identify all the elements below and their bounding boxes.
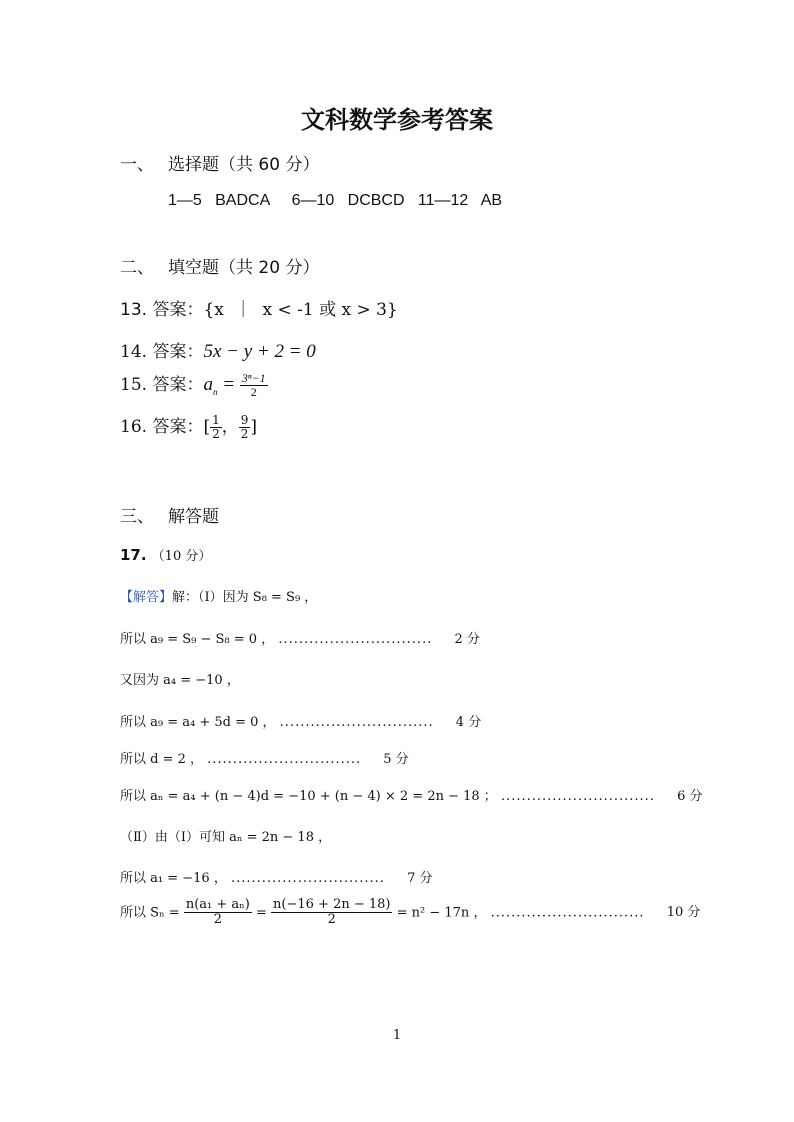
- q16-label: 16. 答案：: [120, 417, 204, 437]
- section-3-label: 解答题: [168, 507, 219, 527]
- page-number: 1: [392, 1028, 402, 1043]
- solution-line-8: 所以 a₁ = −16 ， .............................. 7 分: [120, 871, 433, 886]
- sum-fraction-2: $\frac{n(-16 + 2n - 18)}{2}$: [273, 897, 391, 928]
- score-7: 7 分: [407, 871, 433, 886]
- q16-open-bracket: [: [203, 417, 211, 437]
- sum-fraction-1: $\frac{\text{n(a₁ + aₙ)}}{2}$: [185, 897, 250, 928]
- q14-label: 14. 答案：: [120, 342, 204, 362]
- solution-line-3: 又因为 a₄ = −10 ，: [120, 673, 240, 688]
- question-16: [120, 412, 257, 441]
- q16-fraction-1: $\frac{1}{2}$: [212, 412, 220, 441]
- score-4: 4 分: [455, 715, 482, 730]
- section-2-heading: [120, 253, 319, 278]
- solution-tag: 【解答】: [120, 590, 173, 605]
- page-title: 文科数学参考答案: [301, 106, 493, 134]
- section-2-number: 二、: [120, 258, 154, 278]
- question-14: [120, 337, 316, 363]
- q15-label: 15. 答案：: [120, 375, 204, 395]
- solution-line-4: 所以 a₉ = a₄ + 5d = 0 ， .............................. 4 分: [120, 715, 482, 730]
- score-2: 2 分: [454, 632, 480, 647]
- q15-fraction: [240, 372, 268, 399]
- q16-separator: ，: [221, 417, 239, 437]
- solution-line-7: （Ⅱ）由（Ⅰ）可知 aₙ = 2n − 18 ，: [120, 830, 332, 845]
- solution-line-2: 所以 a₉ = S₉ − S₈ = 0 ， .............................. 2 分: [120, 632, 480, 647]
- section-3-number: 三、: [120, 507, 154, 527]
- score-5: 5 分: [383, 752, 409, 767]
- question-15: [120, 370, 268, 399]
- q15-denominator: 2: [250, 385, 257, 399]
- choice-answers: 1—5 BADCA 6—10 DCBCD 11—12 AB: [168, 192, 503, 209]
- solution-line-1: [120, 586, 317, 605]
- solution-line-6: 所以 aₙ = a₄ + (n − 4)d = −10 + (n − 4) × 2 = 2n − 18 ； .............................. 6 分: [120, 789, 703, 804]
- question-17-heading: [120, 545, 211, 564]
- solution-line-5: 所以 d = 2 ， .............................. 5 分: [120, 752, 409, 767]
- score-10: 10 分: [666, 905, 701, 921]
- q17-points: （10 分）: [151, 549, 212, 564]
- q15-lhs: $a_n$ =: [203, 374, 240, 397]
- q14-answer: 5x − y + 2 = 0: [203, 341, 316, 362]
- section-3-heading: [120, 502, 219, 527]
- q16-fraction-2: $\frac{9}{2}$: [240, 412, 249, 441]
- section-1-heading: [120, 150, 319, 175]
- solution-line-9: 所以 Sₙ = $\frac{\text{n(a₁ + aₙ)}}{2}$ = $\frac{n(-16 + 2n - 18)}{2}$ = n² − 17n ， .............................. 10 分: [120, 897, 701, 928]
- section-1-number: 一、: [120, 155, 154, 175]
- q15-numerator: 3ⁿ−1: [241, 370, 266, 385]
- section-1-label: 选择题（共 60 分）: [168, 155, 320, 175]
- q13-answer: {x ｜ x < -1 或 x > 3}: [203, 300, 398, 320]
- solution-line-1-text: 解：（Ⅰ）因为 S₈ = S₉ ，: [172, 590, 318, 605]
- q17-label: 17.: [120, 546, 147, 564]
- score-6: 6 分: [677, 789, 703, 804]
- question-13: [120, 295, 398, 320]
- q13-label: 13. 答案：: [120, 300, 204, 320]
- section-2-label: 填空题（共 20 分）: [168, 258, 320, 278]
- q16-close-bracket: ]: [250, 417, 258, 437]
